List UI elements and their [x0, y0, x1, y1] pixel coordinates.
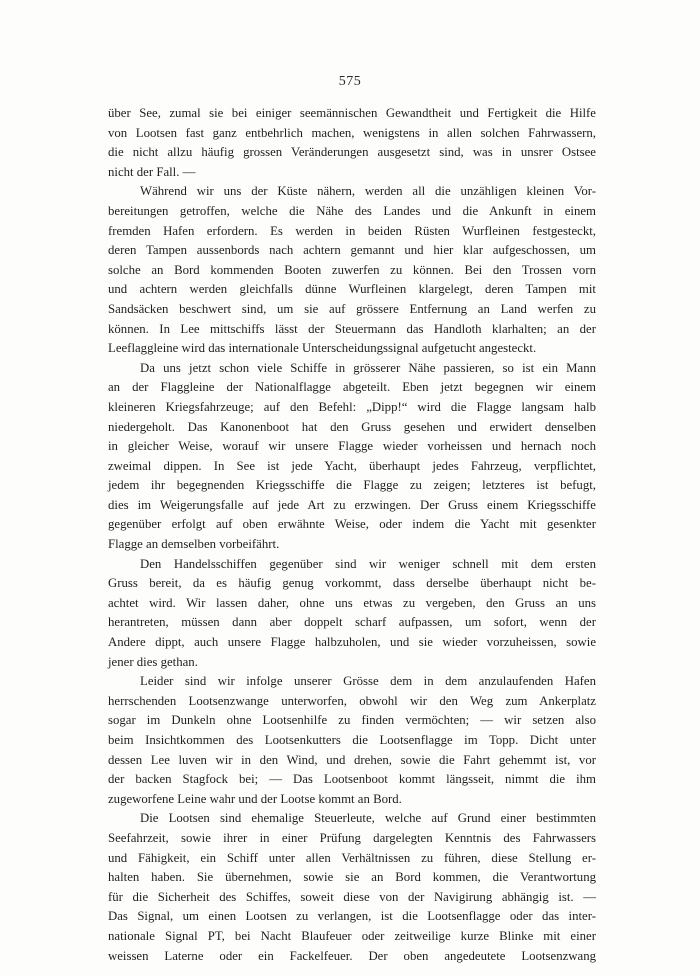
text-line: für die Sicherheit des Schiffes, soweit diese von der Navigirung abhängig ist. —	[108, 889, 596, 904]
text-line: deren Tampen aussenbords nach achtern gemannt und hier klar aufgeschossen, um	[108, 243, 596, 258]
text-line: niedergeholt. Das Kanonenboot hat den Gruss gesehen und erwidert denselben	[108, 419, 596, 434]
text-line: weissen Laterne oder ein Fackelfeuer. Der oben angedeutete Lootsenzwang	[108, 948, 596, 963]
text-line: Leider sind wir infolge unserer Grösse dem in dem anzulaufenden Hafen	[140, 674, 596, 689]
text-line: und Fähigkeit, ein Schiff unter allen Verhältnissen zu führen, diese Stellung er-	[108, 850, 596, 865]
text-line: jener dies gethan.	[108, 654, 198, 669]
text-line: und achtern werden gleichfalls dünne Wurfleinen klargelegt, deren Tampen mit	[108, 282, 596, 297]
text-line: kleineren Kriegsfahrzeuge; auf den Befehl: „Dipp!“ wird die Flagge langsam halb	[108, 399, 596, 414]
text-line: halten haben. Sie übernehmen, sowie sie an Bord kommen, die Verantwortung	[108, 870, 596, 885]
text-line: gegenüber erfolgt auf oben erwähnte Weise, oder indem die Yacht mit gesenkter	[108, 517, 596, 532]
text-line: Andere dippt, auch unsere Flagge halbzuholen, und sie wieder vorzuheissen, sowie	[108, 635, 596, 650]
text-line: dies im Weigerungsfalle auf jede Art zu erzwingen. Der Gruss einem Kriegsschiffe	[108, 497, 596, 512]
text-line: über See, zumal sie bei einiger seemännischen Gewandtheit und Fertigkeit die Hilfe	[108, 106, 596, 120]
text-line: zugeworfene Leine wahr und der Lootse kommt an Bord.	[108, 791, 402, 806]
text-line: in gleicher Weise, worauf wir unsere Flagge wieder vorheissen und hernach noch	[108, 439, 596, 454]
text-line: herrschenden Lootsenzwange unterworfen, obwohl wir den Weg zum Ankerplatz	[108, 693, 596, 708]
text-line: der backen Stagfock bei; — Das Lootsenboot kommt längsseit, nimmt die ihm	[108, 772, 596, 787]
text-line: Während wir uns der Küste nähern, werden all die unzähligen kleinen Vor-	[140, 184, 596, 199]
text-line: Flagge an demselben vorbeifährt.	[108, 537, 280, 552]
text-line: können. In Lee mittschiffs lässt der Steuermann das Handloth klarhalten; an der	[108, 321, 596, 336]
page-number: 575	[338, 74, 362, 89]
text-line: beim Insichtkommen des Lootsenkutters die Lootsenflagge im Topp. Dicht unter	[108, 733, 596, 747]
body-text	[108, 104, 596, 966]
text-line: Seefahrzeit, sowie ihrer in einer Prüfung dargelegten Kenntnis des Fahrwassers	[108, 830, 596, 845]
text-line: herantreten, müssen dann aber doppelt scharf aufpassen, um sofort, wenn der	[108, 615, 596, 630]
text-line: Leeflaggleine wird das internationale Unterscheidungssignal aufgetucht angesteckt.	[108, 341, 537, 356]
text-line: nationale Signal PT, bei Nacht Blaufeuer oder zeitweilige kurze Blinke mit einer	[108, 928, 596, 943]
text-line: Die Lootsen sind ehemalige Steuerleute, welche auf Grund einer bestimmten	[140, 811, 596, 826]
text-line: jedem ihr begegnenden Kriegsschiffe die Flagge zu zeigen; letzteres ist befugt,	[108, 478, 596, 493]
text-line: fremden Hafen erfordern. Es werden in beiden Rüsten Wurfleinen festgesteckt,	[108, 223, 596, 238]
text-line: die nicht allzu häufig grossen Veränderungen ausgesetzt sind, was in unsrer Ostsee	[108, 145, 596, 160]
text-line: an der Flaggleine der Nationalflagge abgeteilt. Eben jetzt begegnen wir einem	[108, 380, 596, 395]
text-line: achtet wird. Wir lassen daher, ohne uns etwas zu vergeben, den Gruss an uns	[108, 595, 596, 610]
text-line: nicht der Fall. —	[108, 164, 196, 179]
text-line: bereitungen getroffen, welche die Nähe des Landes und die Ankunft in einem	[108, 203, 596, 218]
text-line: Sandsäcken beschwert sind, um sie auf grössere Entfernung an Land werfen zu	[108, 301, 596, 316]
text-line: zweimal dippen. In See ist jede Yacht, überhaupt jedes Fahrzeug, verpflichtet,	[108, 458, 596, 473]
text-line: sogar im Dunkeln ohne Lootsenhilfe zu finden vermöchten; — wir setzen also	[108, 713, 596, 728]
text-line: von Lootsen fast ganz entbehrlich machen, wenigstens in allen solchen Fahrwassern,	[108, 125, 596, 140]
text-line: solche an Bord kommenden Booten zuwerfen zu können. Bei den Trossen vorn	[108, 262, 596, 277]
text-line: dessen Lee luven wir in den Wind, und drehen, sowie die Fahrt gehemmt ist, vor	[108, 752, 596, 767]
text-line: Da uns jetzt schon viele Schiffe in grösserer Nähe passieren, so ist ein Mann	[140, 360, 596, 375]
text-line: Den Handelsschiffen gegenüber sind wir weniger schnell mit dem ersten	[140, 556, 596, 571]
text-line: Gruss bereit, da es häufig genug vorkommt, dass derselbe überhaupt nicht be-	[108, 576, 596, 591]
text-line: Das Signal, um einen Lootsen zu verlangen, ist die Lootsenflagge oder das inter-	[108, 909, 596, 924]
